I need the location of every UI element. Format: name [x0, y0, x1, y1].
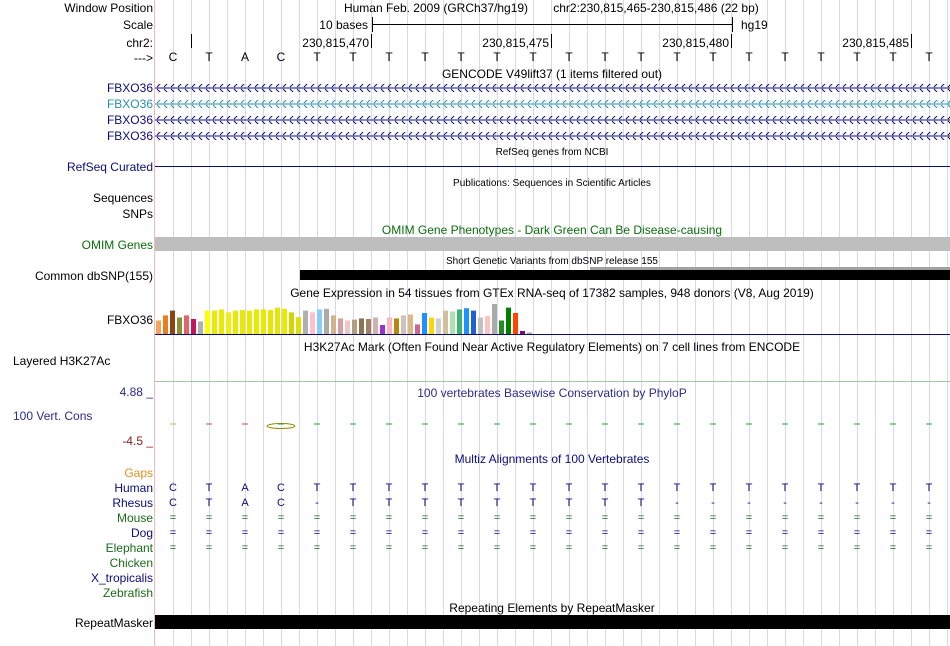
aligned-base: =: [205, 512, 213, 524]
aligned-base: T: [421, 497, 429, 509]
alignment-row: [155, 526, 950, 541]
reference-base: T: [349, 50, 357, 64]
aligned-base: T: [529, 482, 537, 494]
aligned-base: T: [673, 482, 681, 494]
gtex-tissue-bar: [233, 311, 238, 334]
gtex-tissue-bar: [464, 308, 469, 334]
aligned-base: -: [819, 497, 823, 509]
aligned-base: =: [277, 512, 285, 524]
aligned-base: -: [891, 497, 895, 509]
aligned-base: =: [601, 512, 609, 524]
aligned-base: T: [385, 497, 393, 509]
aligned-base: =: [457, 527, 465, 539]
repeatmasker-element[interactable]: [155, 615, 950, 629]
reference-base: T: [925, 50, 933, 64]
gtex-tissue-bar: [457, 309, 462, 334]
db-label: hg19: [741, 18, 768, 32]
omim-gene-bar[interactable]: [155, 237, 950, 251]
gtex-tissue-bar: [184, 315, 189, 334]
gtex-tissue-bar: [170, 311, 175, 334]
aligned-base: T: [493, 497, 501, 509]
track-image[interactable]: [155, 0, 950, 646]
gtex-tissue-bar: [352, 320, 357, 334]
ruler-coord: 230,815,480: [662, 36, 729, 50]
gtex-tissue-bar: [443, 311, 448, 334]
gencode-item-label[interactable]: FBXO36: [106, 81, 153, 95]
ruler-tick: [551, 34, 552, 48]
aligned-base: =: [853, 527, 861, 539]
gtex-tissue-bar: [471, 311, 476, 334]
aligned-base: =: [925, 527, 933, 539]
aligned-base: -: [315, 497, 319, 509]
h3k27ac-track-title: H3K27Ac Mark (Often Found Near Active Regulatory Elements) on 7 cell lines from ENCODE: [303, 340, 801, 354]
aligned-base: T: [385, 482, 393, 494]
species-label-chicken: Chicken: [109, 556, 153, 570]
phylop-track-label[interactable]: 100 Vert. Cons: [13, 409, 93, 423]
aligned-base: =: [673, 512, 681, 524]
aligned-base: T: [637, 497, 645, 509]
aligned-base: -: [747, 497, 751, 509]
gtex-tissue-bar: [226, 312, 231, 334]
aligned-base: =: [169, 527, 177, 539]
refseq-track-label[interactable]: RefSeq Curated: [66, 160, 153, 174]
ruler-coord: 230,815,485: [842, 36, 909, 50]
gtex-tissue-bar: [450, 312, 455, 335]
aligned-base: =: [421, 527, 429, 539]
gtex-tissue-bar: [156, 321, 161, 335]
ruler-tick: [731, 34, 732, 48]
species-label-elephant: Elephant: [105, 541, 153, 555]
aligned-base: =: [349, 542, 357, 554]
aligned-base: =: [241, 527, 249, 539]
aligned-base: =: [493, 527, 501, 539]
aligned-base: =: [781, 512, 789, 524]
chrom-label: chr2:: [126, 36, 153, 50]
aligned-base: =: [565, 527, 573, 539]
aligned-base: C: [277, 482, 285, 494]
gtex-tissue-bar: [436, 318, 441, 334]
aligned-base: T: [205, 497, 213, 509]
reference-base: A: [240, 50, 249, 64]
aligned-base: =: [781, 542, 789, 554]
species-label-zebrafish: Zebrafish: [102, 586, 153, 600]
repeatmasker-track-label[interactable]: RepeatMasker: [74, 616, 153, 630]
aligned-base: =: [277, 527, 285, 539]
aligned-base: T: [817, 482, 825, 494]
gencode-item-label[interactable]: FBXO36: [106, 129, 153, 143]
dbsnp-track-label[interactable]: Common dbSNP(155): [34, 269, 153, 283]
reference-base: T: [745, 50, 753, 64]
gtex-tissue-bar: [485, 316, 490, 334]
aligned-base: =: [349, 527, 357, 539]
aligned-base: =: [745, 527, 753, 539]
aligned-base: =: [673, 527, 681, 539]
scale-bar-line: [373, 24, 732, 25]
species-label-mouse: Mouse: [116, 511, 153, 525]
aligned-base: T: [349, 482, 357, 494]
reference-base: T: [817, 50, 825, 64]
gtex-tissue-bar: [198, 321, 203, 334]
gtex-tissue-bar: [261, 309, 266, 334]
aligned-base: T: [565, 497, 573, 509]
aligned-base: =: [889, 542, 897, 554]
reference-base: T: [313, 50, 321, 64]
scale-bar-text: 10 bases: [319, 18, 368, 32]
aligned-base: T: [889, 482, 897, 494]
gtex-tissue-bar: [254, 309, 259, 334]
gtex-track-label[interactable]: FBXO36: [106, 313, 153, 327]
reference-base: T: [385, 50, 393, 64]
aligned-base: =: [817, 512, 825, 524]
aligned-base: =: [385, 527, 393, 539]
gtex-tissue-bar: [373, 318, 378, 335]
aligned-base: =: [601, 527, 609, 539]
aligned-base: -: [783, 497, 787, 509]
reference-base: T: [205, 50, 213, 64]
aligned-base: C: [169, 482, 177, 494]
aligned-base: -: [711, 497, 715, 509]
dbsnp-track-title: Short Genetic Variants from dbSNP release 155: [446, 256, 658, 267]
ruler-coord: 230,815,470: [302, 36, 369, 50]
aligned-base: T: [853, 482, 861, 494]
aligned-base: =: [601, 542, 609, 554]
aligned-base: T: [637, 482, 645, 494]
transcript-line: [155, 132, 950, 140]
h3k27ac-baseline: [155, 381, 950, 382]
multiz-gaps-label: Gaps: [124, 466, 153, 480]
aligned-base: T: [313, 482, 321, 494]
snps-track-label[interactable]: SNPs: [122, 207, 153, 221]
scale-label: Scale: [122, 18, 153, 32]
gtex-tissue-bar: [247, 311, 252, 334]
gtex-tissue-bar: [275, 308, 280, 334]
reference-base: T: [601, 50, 609, 64]
aligned-base: =: [205, 527, 213, 539]
reference-base: C: [168, 50, 178, 64]
species-label-xtropicalis: X_tropicalis: [90, 571, 153, 585]
aligned-base: =: [169, 512, 177, 524]
aligned-base: =: [745, 512, 753, 524]
aligned-base: C: [169, 497, 177, 509]
multiz-alignment[interactable]: [155, 481, 950, 556]
transcript-line: [155, 116, 950, 124]
alignment-row: [155, 511, 950, 526]
gtex-tissue-bar: [394, 318, 399, 334]
species-label-dog: Dog: [130, 526, 153, 540]
aligned-base: =: [313, 512, 321, 524]
reference-base: T: [493, 50, 501, 64]
alignment-row: [155, 496, 950, 511]
position-readout: chr2:230,815,465-230,815,486 (22 bp): [553, 1, 759, 15]
refseq-track-title: RefSeq genes from NCBI: [495, 147, 609, 158]
reference-sequence-row: [155, 50, 950, 64]
reference-base: T: [421, 50, 429, 64]
reference-base: T: [637, 50, 645, 64]
aligned-base: T: [457, 497, 465, 509]
reference-base: C: [276, 50, 286, 64]
aligned-base: C: [277, 497, 285, 509]
gtex-tissue-bar: [499, 321, 504, 335]
gtex-tissue-bar: [240, 310, 245, 334]
multiz-track-title: Multiz Alignments of 100 Vertebrates: [454, 452, 650, 466]
gtex-tissue-bar: [513, 313, 518, 334]
ruler-tick: [911, 34, 912, 48]
gtex-tissue-bar: [415, 324, 420, 334]
aligned-base: T: [601, 497, 609, 509]
aligned-base: =: [313, 527, 321, 539]
phylop-max-label: 4.88 _: [119, 385, 153, 399]
aligned-base: =: [493, 542, 501, 554]
aligned-base: T: [601, 482, 609, 494]
aligned-base: =: [817, 527, 825, 539]
aligned-base: -: [927, 497, 931, 509]
ruler-coord: 230,815,475: [482, 36, 549, 50]
gtex-tissue-bar: [380, 325, 385, 334]
window-position-label: Window Position: [64, 1, 153, 15]
gtex-baseline: [155, 334, 950, 335]
aligned-base: =: [709, 512, 717, 524]
omim-track-label[interactable]: OMIM Genes: [81, 238, 153, 252]
gencode-item-label[interactable]: FBXO36: [106, 113, 153, 127]
reference-base: T: [565, 50, 573, 64]
gtex-tissue-bar: [359, 318, 364, 334]
aligned-base: -: [675, 497, 679, 509]
gtex-tissue-bar: [310, 312, 315, 334]
gtex-tissue-bar: [408, 315, 413, 335]
aligned-base: A: [241, 482, 249, 494]
aligned-base: =: [241, 512, 249, 524]
aligned-base: =: [889, 512, 897, 524]
gtex-tissue-bar: [289, 312, 294, 334]
aligned-base: =: [349, 512, 357, 524]
gtex-tissue-bar: [268, 310, 273, 334]
aligned-base: =: [817, 542, 825, 554]
aligned-base: =: [637, 512, 645, 524]
aligned-base: =: [277, 542, 285, 554]
aligned-base: =: [637, 542, 645, 554]
sequences-track-label[interactable]: Sequences: [92, 191, 153, 205]
aligned-base: =: [313, 542, 321, 554]
gtex-tissue-bar: [478, 318, 483, 335]
gtex-track-title: Gene Expression in 54 tissues from GTEx RNA-seq of 17382 samples, 948 donors (V8, Aug 2019): [290, 286, 814, 300]
gtex-tissue-bar: [345, 321, 350, 335]
gtex-tissue-bar: [219, 309, 224, 334]
h3k27ac-track-label[interactable]: Layered H3K27Ac: [13, 354, 111, 368]
aligned-base: =: [709, 527, 717, 539]
aligned-base: =: [529, 527, 537, 539]
aligned-base: A: [241, 497, 249, 509]
reference-base: T: [529, 50, 537, 64]
aligned-base: T: [709, 482, 717, 494]
gtex-tissue-bar: [331, 315, 336, 334]
phylop-min-label: -4.5 _: [122, 434, 153, 448]
omim-track-title: OMIM Gene Phenotypes - Dark Green Can Be Disease-causing: [381, 223, 723, 237]
phylop-signal[interactable]: [155, 418, 950, 434]
aligned-base: =: [421, 512, 429, 524]
aligned-base: T: [493, 482, 501, 494]
gtex-tissue-bar: [366, 319, 371, 334]
scale-bar-tick-right: [732, 17, 733, 32]
aligned-base: T: [781, 482, 789, 494]
aligned-base: =: [745, 542, 753, 554]
transcript-line: [155, 100, 950, 108]
gtex-tissue-bar: [387, 318, 392, 335]
gtex-tissue-bar: [401, 315, 406, 334]
gtex-tissue-bar: [212, 311, 217, 334]
gtex-tissue-bar: [163, 315, 168, 334]
gtex-tissue-bar: [422, 313, 427, 334]
aligned-base: =: [709, 542, 717, 554]
aligned-base: =: [853, 512, 861, 524]
gtex-tissue-bar: [317, 309, 322, 334]
gtex-tissue-bar: [429, 318, 434, 335]
aligned-base: =: [241, 542, 249, 554]
aligned-base: T: [565, 482, 573, 494]
alignment-row: [155, 541, 950, 556]
aligned-base: =: [385, 512, 393, 524]
gencode-track-title: GENCODE V49lift37 (1 items filtered out): [441, 67, 663, 81]
aligned-base: =: [529, 542, 537, 554]
gtex-tissue-bar: [205, 311, 210, 334]
pubs-track-title: Publications: Sequences in Scientific Articles: [453, 178, 651, 189]
aligned-base: T: [349, 497, 357, 509]
reference-base: T: [781, 50, 789, 64]
aligned-base: T: [745, 482, 753, 494]
strand-label: --->: [134, 51, 153, 65]
species-label-rhesus: Rhesus: [112, 496, 153, 510]
aligned-base: T: [925, 482, 933, 494]
phylop-track-title: 100 vertebrates Basewise Conservation by PhyloP: [417, 386, 687, 400]
gtex-tissue-bar: [282, 309, 287, 334]
aligned-base: =: [421, 542, 429, 554]
aligned-base: =: [565, 512, 573, 524]
species-label-human: Human: [114, 481, 153, 495]
aligned-base: =: [529, 512, 537, 524]
aligned-base: =: [925, 512, 933, 524]
aligned-base: =: [781, 527, 789, 539]
aligned-base: T: [205, 482, 213, 494]
gencode-item-label[interactable]: FBXO36: [106, 97, 153, 111]
gtex-tissue-bar: [177, 318, 182, 335]
refseq-gene-line[interactable]: [155, 166, 950, 167]
aligned-base: =: [565, 542, 573, 554]
aligned-base: =: [457, 542, 465, 554]
gtex-tissue-bar: [324, 309, 329, 334]
gtex-tissue-bar: [191, 319, 196, 334]
gencode-transcripts[interactable]: [155, 80, 950, 142]
aligned-base: T: [457, 482, 465, 494]
aligned-base: =: [853, 542, 861, 554]
gtex-tissue-bar: [296, 317, 301, 334]
aligned-base: =: [889, 527, 897, 539]
aligned-base: =: [493, 512, 501, 524]
transcript-line: [155, 84, 950, 92]
aligned-base: =: [385, 542, 393, 554]
aligned-base: T: [529, 497, 537, 509]
gtex-tissue-bar: [338, 318, 343, 334]
gtex-tissue-bar: [303, 311, 308, 334]
aligned-base: =: [169, 542, 177, 554]
reference-base: T: [889, 50, 897, 64]
reference-base: T: [853, 50, 861, 64]
reference-base: T: [457, 50, 465, 64]
aligned-base: T: [421, 482, 429, 494]
aligned-base: =: [457, 512, 465, 524]
gtex-bar-chart[interactable]: [155, 299, 555, 335]
aligned-base: =: [925, 542, 933, 554]
gtex-tissue-bar: [506, 308, 511, 334]
reference-base: T: [673, 50, 681, 64]
reference-base: T: [709, 50, 717, 64]
ruler-tick: [371, 34, 372, 48]
ruler-tick: [191, 34, 192, 48]
aligned-base: -: [855, 497, 859, 509]
dbsnp-variant-bar[interactable]: [300, 270, 950, 280]
aligned-base: =: [637, 527, 645, 539]
gtex-tissue-bar: [492, 304, 497, 334]
alignment-row: [155, 481, 950, 496]
repeatmasker-track-title: Repeating Elements by RepeatMasker: [449, 601, 655, 615]
assembly-title: Human Feb. 2009 (GRCh37/hg19): [343, 1, 529, 15]
aligned-base: =: [205, 542, 213, 554]
aligned-base: =: [673, 542, 681, 554]
